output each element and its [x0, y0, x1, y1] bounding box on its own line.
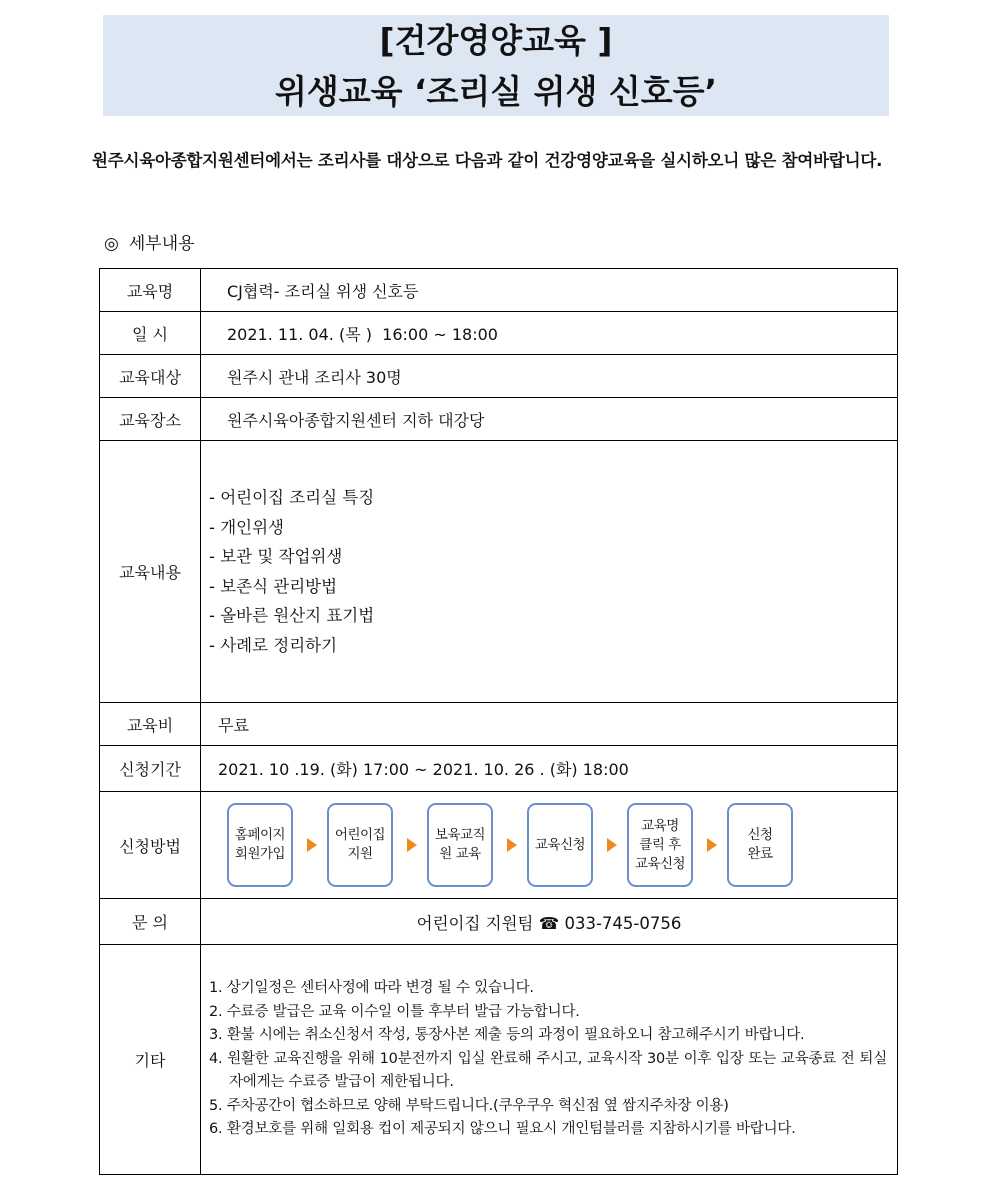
row-contents	[100, 441, 898, 703]
step-box: 어린이집 지원	[327, 803, 393, 887]
double-circle-icon: ◎	[104, 234, 119, 254]
step-box: 홈페이지 회원가입	[227, 803, 293, 887]
label-period: 신청기간	[100, 746, 201, 792]
arrow-right-icon	[307, 838, 317, 852]
section-heading-text: 세부내용	[128, 234, 195, 254]
list-item: - 개인위생	[209, 517, 284, 537]
row-course-name	[100, 269, 898, 312]
list-item: 1. 상기일정은 센터사정에 따라 변경 될 수 있습니다.	[209, 980, 534, 997]
label-target: 교육대상	[100, 355, 201, 398]
list-item: 6. 환경보호를 위해 일회용 컵이 제공되지 않으니 필요시 개인텀블러를 지참하시기를 바랍니다.	[209, 1121, 796, 1138]
value-course-name: CJ협력- 조리실 위생 신호등	[201, 269, 898, 312]
arrow-right-icon	[407, 838, 417, 852]
list-item: 3. 환불 시에는 취소신청서 작성, 통장사본 제출 등의 과정이 필요하오니 참고해주시기 바랍니다.	[209, 1027, 805, 1044]
contents-list	[201, 483, 897, 660]
application-flow	[201, 803, 897, 887]
row-location	[100, 398, 898, 441]
value-location: 원주시육아종합지원센터 지하 대강당	[201, 398, 898, 441]
list-item: - 사례로 정리하기	[209, 635, 338, 655]
step-box: 교육신청	[527, 803, 593, 887]
label-contents: 교육내용	[100, 441, 201, 703]
value-fee: 무료	[201, 703, 898, 746]
row-fee	[100, 703, 898, 746]
label-fee: 교육비	[100, 703, 201, 746]
row-method	[100, 792, 898, 899]
value-schedule: 2021. 11. 04. (목 ) 16:00 ~ 18:00	[201, 312, 898, 355]
notes-list	[201, 971, 897, 1148]
title-sub: 위생교육 ‘조리실 위생 신호등’	[274, 72, 718, 111]
arrow-right-icon	[707, 838, 717, 852]
list-item: - 올바른 원산지 표기법	[209, 606, 375, 625]
value-etc	[201, 945, 898, 1175]
arrow-right-icon	[507, 838, 517, 852]
list-item: 2. 수료증 발급은 교육 이수일 이틀 후부터 발급 가능합니다.	[209, 1003, 580, 1020]
list-item: - 보관 및 작업위생	[209, 547, 343, 566]
row-target	[100, 355, 898, 398]
value-contents	[201, 441, 898, 703]
label-etc: 기타	[100, 945, 201, 1175]
section-heading	[104, 230, 195, 258]
list-item: - 보존식 관리방법	[209, 576, 338, 596]
title-banner	[103, 15, 889, 116]
row-inquiry	[100, 899, 898, 945]
label-course-name: 교육명	[100, 269, 201, 312]
value-inquiry: 어린이집 지원팀 ☎ 033-745-0756	[201, 899, 898, 945]
label-method: 신청방법	[100, 792, 201, 899]
row-etc	[100, 945, 898, 1175]
list-item: 5. 주차공간이 협소하므로 양해 부탁드립니다.(쿠우쿠우 혁신점 옆 쌈지주차장 이용)	[209, 1097, 729, 1114]
step-box: 보육교직 원 교육	[427, 803, 493, 887]
label-inquiry: 문 의	[100, 899, 201, 945]
step-box: 교육명 클릭 후 교육신청	[627, 803, 693, 887]
row-schedule	[100, 312, 898, 355]
step-box: 신청 완료	[727, 803, 793, 887]
title-main: [건강영양교육 ]	[379, 21, 613, 60]
row-period	[100, 746, 898, 792]
label-schedule: 일 시	[100, 312, 201, 355]
list-item: - 어린이집 조리실 특징	[209, 488, 375, 507]
intro-text: 원주시육아종합지원센터에서는 조리사를 대상으로 다음과 같이 건강영양교육을 실시하오니 많은 참여바랍니다.	[92, 151, 883, 170]
arrow-right-icon	[607, 838, 617, 852]
value-period: 2021. 10 .19. (화) 17:00 ~ 2021. 10. 26 . (화) 18:00	[201, 746, 898, 792]
value-target: 원주시 관내 조리사 30명	[201, 355, 898, 398]
list-item: 4. 원활한 교육진행을 위해 10분전까지 입실 완료해 주시고, 교육시작 30분 이후 입장 또는 교육종료 전 퇴실자에게는 수료증 발급이 제한됩니다.	[209, 1050, 887, 1091]
value-method	[201, 792, 898, 899]
details-table	[99, 268, 898, 1175]
label-location: 교육장소	[100, 398, 201, 441]
